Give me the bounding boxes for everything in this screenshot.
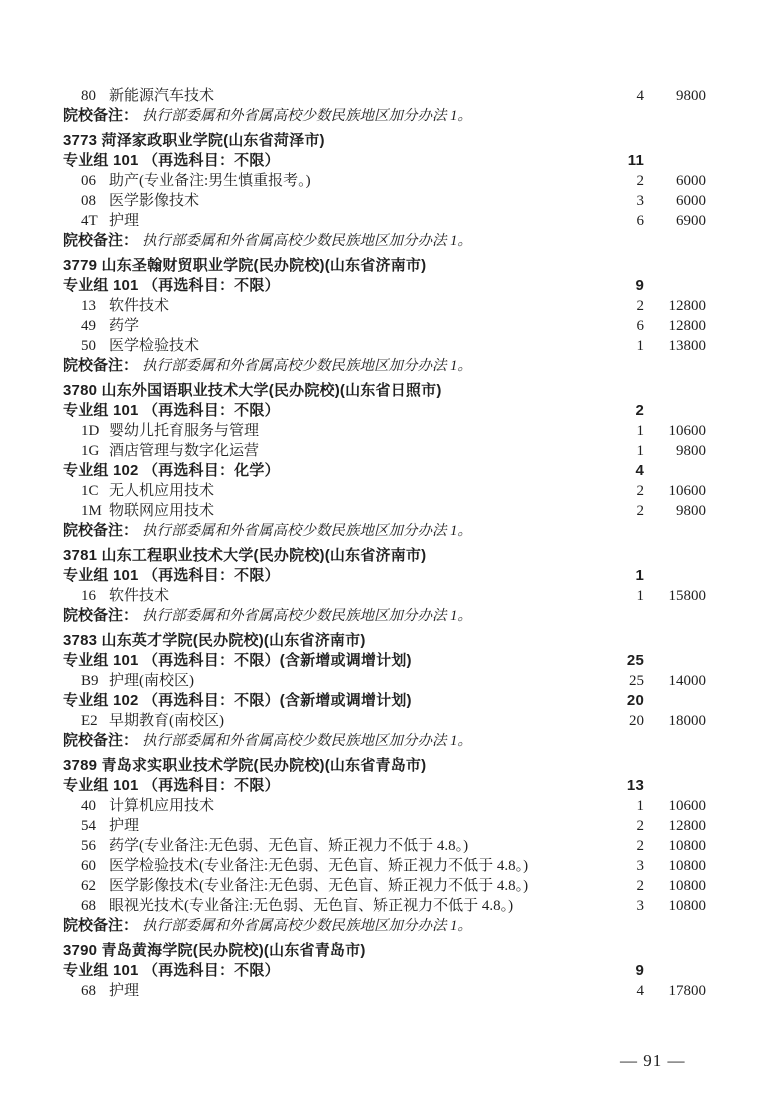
group-plan-count: 20 bbox=[626, 692, 644, 709]
plan-count: 2 bbox=[636, 483, 644, 499]
major-row bbox=[63, 171, 706, 191]
major-name: 医学影像技术(专业备注:无色弱、无色盲、矫正视力不低于 4.8。) bbox=[109, 878, 529, 894]
plan-count: 2 bbox=[636, 173, 644, 189]
major-code: 62 bbox=[81, 878, 96, 894]
remark-row bbox=[63, 731, 706, 751]
major-code: B9 bbox=[81, 673, 99, 689]
major-code: 56 bbox=[81, 838, 96, 854]
group-row bbox=[63, 961, 706, 981]
major-name: 婴幼儿托育服务与管理 bbox=[109, 423, 260, 439]
major-name: 医学影像技术 bbox=[109, 193, 200, 209]
plan-count: 20 bbox=[629, 713, 644, 729]
major-code: 60 bbox=[81, 858, 96, 874]
major-row bbox=[63, 836, 706, 856]
major-name: 护理 bbox=[109, 983, 140, 999]
group-plan-count: 2 bbox=[635, 402, 644, 419]
major-code: 06 bbox=[81, 173, 96, 189]
college-title: 3789 青岛求实职业技术学院(民办院校)(山东省青岛市) bbox=[63, 757, 427, 774]
group-plan-count: 13 bbox=[626, 777, 644, 794]
tuition-fee: 15800 bbox=[668, 588, 706, 604]
group-row bbox=[63, 151, 706, 171]
group-plan-count: 25 bbox=[626, 652, 644, 669]
remark-label: 院校备注： bbox=[63, 357, 139, 374]
remark-text: 执行部委属和外省属高校少数民族地区加分办法 1。 bbox=[142, 608, 472, 624]
remark-text: 执行部委属和外省属高校少数民族地区加分办法 1。 bbox=[142, 733, 472, 749]
group-name: 专业组 101 （再选科目：不限）(含新增或调增计划) bbox=[63, 652, 412, 669]
major-name: 药学 bbox=[109, 318, 140, 334]
tuition-fee: 12800 bbox=[668, 318, 706, 334]
plan-count: 2 bbox=[636, 818, 644, 834]
major-row bbox=[63, 856, 706, 876]
major-row bbox=[63, 671, 706, 691]
group-row bbox=[63, 276, 706, 296]
tuition-fee: 13800 bbox=[668, 338, 706, 354]
tuition-fee: 6000 bbox=[676, 173, 706, 189]
group-name: 专业组 101 （再选科目：不限） bbox=[63, 567, 280, 584]
college-title: 3773 菏泽家政职业学院(山东省菏泽市) bbox=[63, 132, 325, 149]
remark-label: 院校备注： bbox=[63, 732, 139, 749]
remark-row bbox=[63, 106, 706, 126]
major-code: 1G bbox=[81, 443, 100, 459]
major-row bbox=[63, 981, 706, 1001]
major-code: 4T bbox=[81, 213, 98, 229]
tuition-fee: 10600 bbox=[668, 423, 706, 439]
major-row bbox=[63, 711, 706, 731]
major-name: 新能源汽车技术 bbox=[109, 88, 215, 104]
plan-count: 6 bbox=[636, 318, 644, 334]
major-name: 护理 bbox=[109, 213, 140, 229]
major-code: 08 bbox=[81, 193, 96, 209]
tuition-fee: 18000 bbox=[668, 713, 706, 729]
plan-count: 2 bbox=[636, 503, 644, 519]
major-name: 护理(南校区) bbox=[109, 673, 194, 689]
group-row bbox=[63, 566, 706, 586]
group-plan-count: 9 bbox=[635, 277, 644, 294]
remark-label: 院校备注： bbox=[63, 232, 139, 249]
major-code: 68 bbox=[81, 898, 96, 914]
tuition-fee: 10600 bbox=[668, 483, 706, 499]
plan-count: 25 bbox=[629, 673, 644, 689]
group-row bbox=[63, 691, 706, 711]
major-name: 软件技术 bbox=[109, 298, 170, 314]
major-name: 物联网应用技术 bbox=[109, 503, 215, 519]
major-code: 49 bbox=[81, 318, 96, 334]
remark-label: 院校备注： bbox=[63, 107, 139, 124]
group-plan-count: 1 bbox=[635, 567, 644, 584]
remark-text: 执行部委属和外省属高校少数民族地区加分办法 1。 bbox=[142, 233, 472, 249]
major-row bbox=[63, 421, 706, 441]
major-row bbox=[63, 481, 706, 501]
major-row bbox=[63, 441, 706, 461]
remark-label: 院校备注： bbox=[63, 917, 139, 934]
tuition-fee: 12800 bbox=[668, 298, 706, 314]
major-code: 1D bbox=[81, 423, 100, 439]
group-plan-count: 9 bbox=[635, 962, 644, 979]
plan-count: 1 bbox=[636, 423, 644, 439]
major-row bbox=[63, 316, 706, 336]
tuition-fee: 10800 bbox=[668, 878, 706, 894]
major-code: 1C bbox=[81, 483, 99, 499]
tuition-fee: 14000 bbox=[668, 673, 706, 689]
remark-text: 执行部委属和外省属高校少数民族地区加分办法 1。 bbox=[142, 523, 472, 539]
tuition-fee: 9800 bbox=[676, 503, 706, 519]
page-number: — 91 — bbox=[620, 1051, 686, 1070]
major-row bbox=[63, 336, 706, 356]
plan-count: 1 bbox=[636, 443, 644, 459]
admission-plan-list bbox=[63, 86, 706, 1001]
major-row bbox=[63, 211, 706, 231]
group-name: 专业组 102 （再选科目：化学） bbox=[63, 462, 280, 479]
plan-count: 1 bbox=[636, 588, 644, 604]
plan-count: 3 bbox=[636, 898, 644, 914]
remark-label: 院校备注： bbox=[63, 607, 139, 624]
remark-row bbox=[63, 916, 706, 936]
major-name: 软件技术 bbox=[109, 588, 170, 604]
plan-count: 1 bbox=[636, 338, 644, 354]
tuition-fee: 9800 bbox=[676, 88, 706, 104]
major-code: 80 bbox=[81, 88, 96, 104]
tuition-fee: 17800 bbox=[668, 983, 706, 999]
remark-row bbox=[63, 521, 706, 541]
college-title: 3780 山东外国语职业技术大学(民办院校)(山东省日照市) bbox=[63, 382, 442, 399]
college-title: 3790 青岛黄海学院(民办院校)(山东省青岛市) bbox=[63, 942, 366, 959]
group-name: 专业组 101 （再选科目：不限） bbox=[63, 152, 280, 169]
group-name: 专业组 102 （再选科目：不限）(含新增或调增计划) bbox=[63, 692, 412, 709]
tuition-fee: 10800 bbox=[668, 898, 706, 914]
group-name: 专业组 101 （再选科目：不限） bbox=[63, 962, 280, 979]
major-code: E2 bbox=[81, 713, 98, 729]
tuition-fee: 12800 bbox=[668, 818, 706, 834]
remark-text: 执行部委属和外省属高校少数民族地区加分办法 1。 bbox=[142, 108, 472, 124]
tuition-fee: 10600 bbox=[668, 798, 706, 814]
tuition-fee: 10800 bbox=[668, 838, 706, 854]
major-name: 医学检验技术(专业备注:无色弱、无色盲、矫正视力不低于 4.8。) bbox=[109, 858, 529, 874]
plan-count: 4 bbox=[636, 983, 644, 999]
major-row bbox=[63, 586, 706, 606]
major-name: 医学检验技术 bbox=[109, 338, 200, 354]
major-name: 酒店管理与数字化运营 bbox=[109, 443, 260, 459]
major-name: 药学(专业备注:无色弱、无色盲、矫正视力不低于 4.8。) bbox=[109, 838, 469, 854]
remark-label: 院校备注： bbox=[63, 522, 139, 539]
major-name: 眼视光技术(专业备注:无色弱、无色盲、矫正视力不低于 4.8。) bbox=[109, 898, 514, 914]
major-code: 13 bbox=[81, 298, 96, 314]
major-row bbox=[63, 796, 706, 816]
group-plan-count: 11 bbox=[627, 152, 644, 169]
tuition-fee: 6900 bbox=[676, 213, 706, 229]
remark-text: 执行部委属和外省属高校少数民族地区加分办法 1。 bbox=[142, 918, 472, 934]
major-name: 早期教育(南校区) bbox=[109, 713, 224, 729]
major-name: 无人机应用技术 bbox=[109, 483, 215, 499]
group-row bbox=[63, 776, 706, 796]
major-code: 54 bbox=[81, 818, 96, 834]
major-name: 计算机应用技术 bbox=[109, 798, 215, 814]
major-row bbox=[63, 816, 706, 836]
major-name: 助产(专业备注:男生慎重报考。) bbox=[109, 173, 311, 189]
group-plan-count: 4 bbox=[635, 462, 644, 479]
major-row bbox=[63, 86, 706, 106]
group-row bbox=[63, 461, 706, 481]
remark-text: 执行部委属和外省属高校少数民族地区加分办法 1。 bbox=[142, 358, 472, 374]
remark-row bbox=[63, 231, 706, 251]
major-code: 1M bbox=[81, 503, 102, 519]
tuition-fee: 6000 bbox=[676, 193, 706, 209]
major-row bbox=[63, 501, 706, 521]
major-row bbox=[63, 876, 706, 896]
major-code: 68 bbox=[81, 983, 96, 999]
group-name: 专业组 101 （再选科目：不限） bbox=[63, 777, 280, 794]
plan-count: 2 bbox=[636, 878, 644, 894]
major-row bbox=[63, 296, 706, 316]
plan-count: 3 bbox=[636, 193, 644, 209]
group-row bbox=[63, 401, 706, 421]
plan-count: 2 bbox=[636, 838, 644, 854]
group-row bbox=[63, 651, 706, 671]
college-title: 3779 山东圣翰财贸职业学院(民办院校)(山东省济南市) bbox=[63, 257, 427, 274]
tuition-fee: 10800 bbox=[668, 858, 706, 874]
plan-count: 4 bbox=[636, 88, 644, 104]
major-name: 护理 bbox=[109, 818, 140, 834]
major-code: 40 bbox=[81, 798, 96, 814]
major-row bbox=[63, 896, 706, 916]
plan-count: 1 bbox=[636, 798, 644, 814]
college-title: 3783 山东英才学院(民办院校)(山东省济南市) bbox=[63, 632, 366, 649]
remark-row bbox=[63, 356, 706, 376]
group-name: 专业组 101 （再选科目：不限） bbox=[63, 402, 280, 419]
plan-count: 6 bbox=[636, 213, 644, 229]
major-code: 16 bbox=[81, 588, 96, 604]
major-code: 50 bbox=[81, 338, 96, 354]
major-row bbox=[63, 191, 706, 211]
group-name: 专业组 101 （再选科目：不限） bbox=[63, 277, 280, 294]
college-title: 3781 山东工程职业技术大学(民办院校)(山东省济南市) bbox=[63, 547, 427, 564]
plan-count: 3 bbox=[636, 858, 644, 874]
plan-count: 2 bbox=[636, 298, 644, 314]
remark-row bbox=[63, 606, 706, 626]
tuition-fee: 9800 bbox=[676, 443, 706, 459]
